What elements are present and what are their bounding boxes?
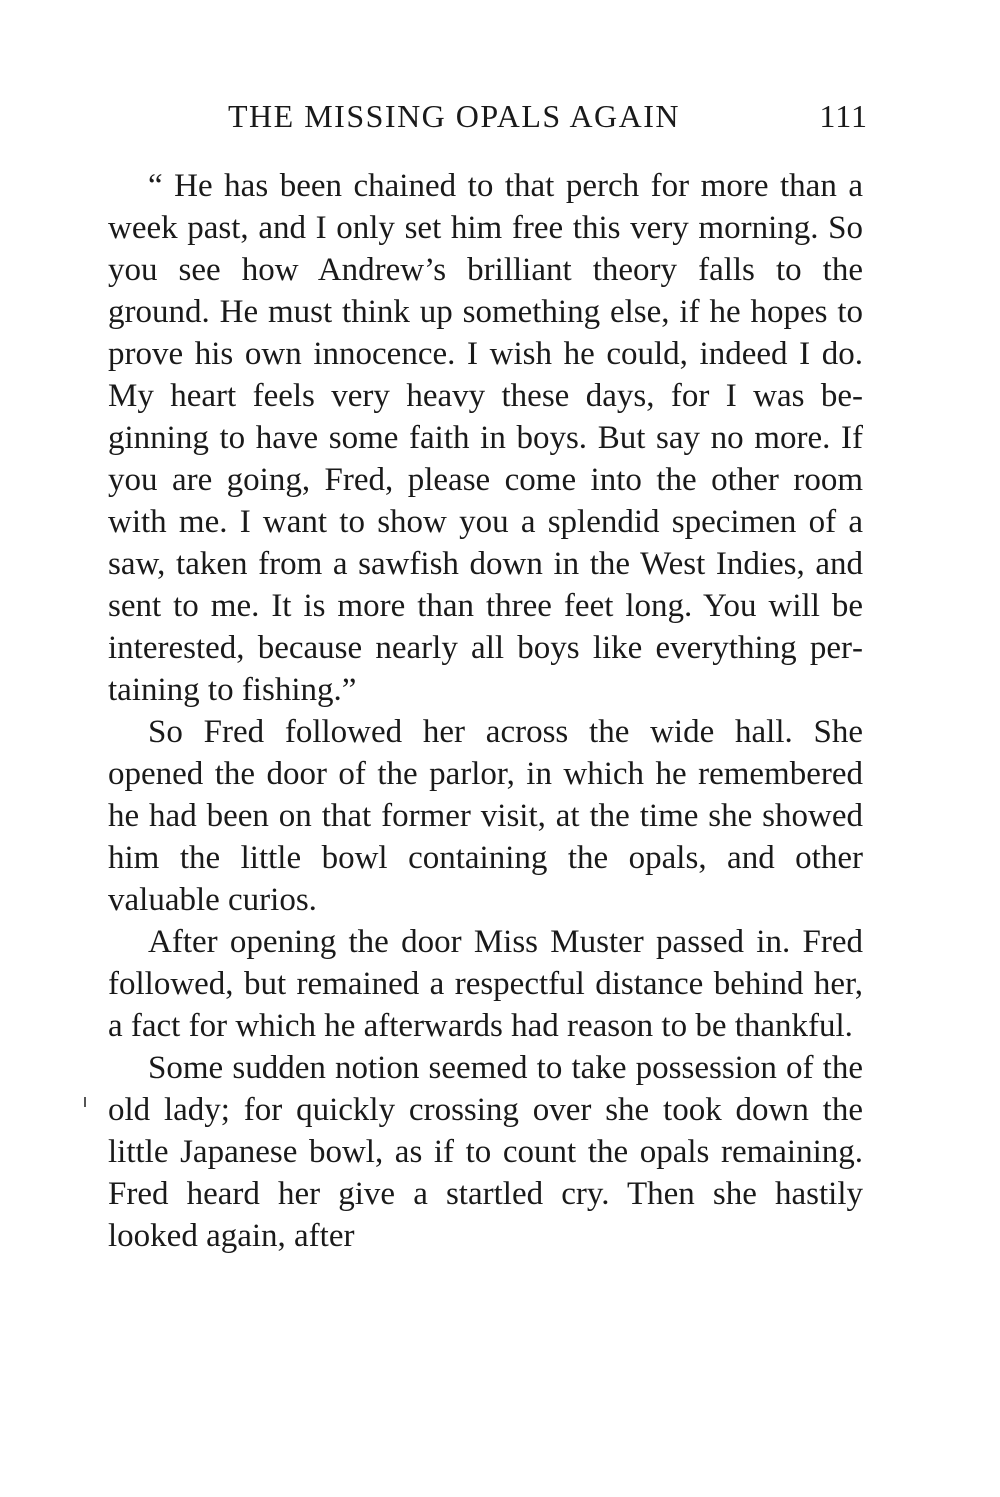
running-head [108,98,868,142]
body-text [108,165,863,1257]
paragraph: “ He has been chained to that perch for more than a week past, and I only set him free this very morning. So you see how Andrew’s brilliant theory falls to the ground. He must think up something else, if he hopes to prove his own innocence. I wish he could, indeed I do. My heart feels very heavy these days, for I was beginning to have some faith in boys. But say no more. If you are going, Fred, please come into the other room with me. I want to show you a splendid specimen of a saw, taken from a sawfish down in the West Indies, and sent to me. It is more than three feet long. You will be interested, because nearly all boys like everything pertaining to fishing.” [108,168,863,708]
paragraph: So Fred followed her across the wide hall. She opened the door of the parlor, in which he remembered he had been on that former visit, at the time she showed him the little bowl containing the opals, and other valuable curios. [108,714,863,918]
chapter-title: THE MISSING OPALS AGAIN [228,98,681,134]
margin-mark [84,1097,86,1107]
page-number: 111 [819,98,868,134]
paragraph: Some sudden notion seemed to take possession of the old lady; for quickly crossing over she took down the little Japanese bowl, as if to count the opals remaining. Fred heard her give a startled cry. Then she hastily looked again, after [108,1050,863,1254]
paragraph: After opening the door Miss Muster passed in. Fred followed, but remained a respectful distance behind her, a fact for which he afterwards had reason to be thankful. [108,924,863,1044]
